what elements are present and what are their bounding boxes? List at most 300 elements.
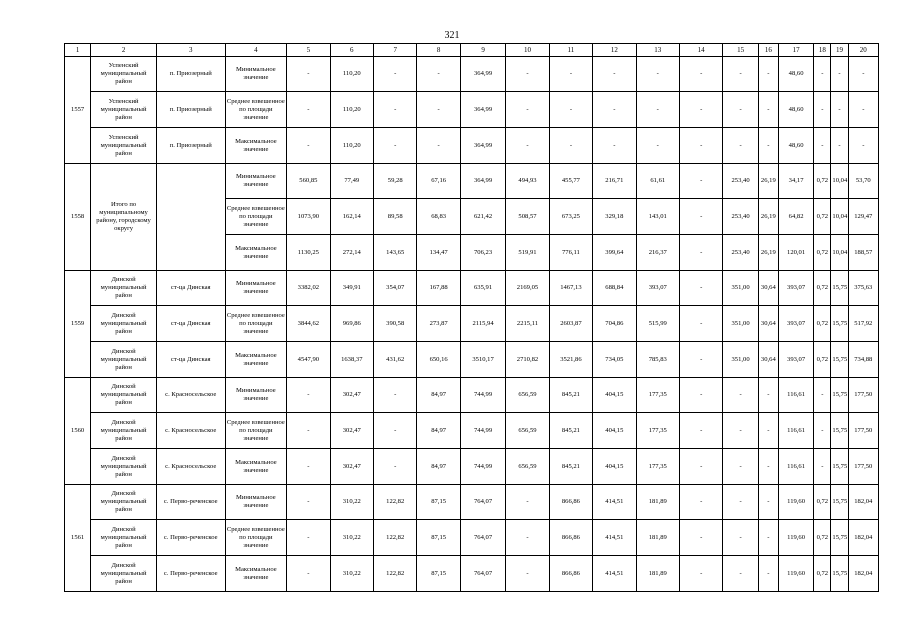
value-cell: 3521,86 [549, 342, 592, 378]
value-cell: 364,99 [460, 57, 505, 92]
value-cell: - [831, 92, 848, 128]
value-cell: 0,72 [814, 164, 831, 199]
value-cell: 635,91 [460, 271, 505, 306]
value-cell: 177,35 [636, 449, 679, 485]
value-cell: 15,75 [831, 449, 848, 485]
value-cell: 2710,82 [506, 342, 549, 378]
value-cell: 67,16 [417, 164, 460, 199]
value-cell: 650,16 [417, 342, 460, 378]
value-cell: - [679, 92, 722, 128]
data-table [64, 43, 879, 592]
column-header: 11 [549, 44, 592, 57]
value-cell: 764,07 [460, 485, 505, 520]
value-cell: 0,72 [814, 235, 831, 271]
value-cell: 253,40 [723, 164, 758, 199]
value-cell: 354,07 [374, 271, 417, 306]
row-id: 1561 [65, 485, 91, 592]
value-cell: - [814, 413, 831, 449]
header-row [65, 44, 879, 57]
value-cell: - [831, 128, 848, 164]
value-cell: 84,97 [417, 413, 460, 449]
value-cell: - [814, 92, 831, 128]
district-cell: Динской муниципальный район [91, 342, 157, 378]
value-cell: 4547,90 [287, 342, 330, 378]
value-cell: - [831, 57, 848, 92]
value-cell: - [593, 128, 636, 164]
value-cell: 329,18 [593, 199, 636, 235]
value-cell: - [506, 128, 549, 164]
value-cell: - [679, 378, 722, 413]
value-cell: 122,82 [374, 485, 417, 520]
value-cell: - [374, 449, 417, 485]
table-row [65, 342, 879, 378]
table-row [65, 520, 879, 556]
value-cell: 393,07 [778, 271, 813, 306]
value-cell: 216,37 [636, 235, 679, 271]
value-cell: - [679, 556, 722, 592]
district-cell: Динской муниципальный район [91, 449, 157, 485]
value-cell: 182,04 [848, 556, 878, 592]
value-cell: 53,70 [848, 164, 878, 199]
locality-cell: п. Приозерный [156, 128, 225, 164]
column-header: 2 [91, 44, 157, 57]
locality-cell: с. Красносельское [156, 413, 225, 449]
indicator-cell: Среднее взвешенное по площади значение [225, 520, 287, 556]
value-cell: 364,99 [460, 164, 505, 199]
value-cell: 706,23 [460, 235, 505, 271]
value-cell: 110,20 [330, 92, 373, 128]
district-cell: Успенский муниципальный район [91, 128, 157, 164]
value-cell: 26,19 [758, 199, 778, 235]
value-cell: 10,04 [831, 199, 848, 235]
value-cell: 122,82 [374, 556, 417, 592]
table-row [65, 485, 879, 520]
indicator-cell: Минимальное значение [225, 485, 287, 520]
locality-cell: ст-ца Динская [156, 271, 225, 306]
value-cell: 688,84 [593, 271, 636, 306]
district-cell: Итого по муниципальному району, городскому округу [91, 164, 157, 271]
district-cell: Динской муниципальный район [91, 413, 157, 449]
table-row [65, 556, 879, 592]
value-cell: - [549, 92, 592, 128]
value-cell: 48,60 [778, 92, 813, 128]
value-cell: - [417, 57, 460, 92]
value-cell: 0,72 [814, 342, 831, 378]
value-cell: 517,92 [848, 306, 878, 342]
value-cell: - [374, 413, 417, 449]
value-cell: 253,40 [723, 199, 758, 235]
indicator-cell: Максимальное значение [225, 128, 287, 164]
value-cell: 143,65 [374, 235, 417, 271]
table-row [65, 306, 879, 342]
value-cell: 351,00 [723, 342, 758, 378]
column-header: 7 [374, 44, 417, 57]
value-cell: - [758, 378, 778, 413]
value-cell: 1073,90 [287, 199, 330, 235]
value-cell: 177,35 [636, 413, 679, 449]
value-cell: 34,17 [778, 164, 813, 199]
indicator-cell: Среднее взвешенное по площади значение [225, 199, 287, 235]
district-cell: Динской муниципальный район [91, 556, 157, 592]
value-cell: 364,99 [460, 128, 505, 164]
value-cell: 162,14 [330, 199, 373, 235]
value-cell: - [723, 57, 758, 92]
column-header: 4 [225, 44, 287, 57]
row-id: 1559 [65, 271, 91, 378]
locality-cell: с. Перво-реченское [156, 520, 225, 556]
indicator-cell: Минимальное значение [225, 271, 287, 306]
value-cell: 188,57 [848, 235, 878, 271]
value-cell: - [287, 92, 330, 128]
value-cell: 143,01 [636, 199, 679, 235]
value-cell: - [679, 413, 722, 449]
value-cell: - [723, 128, 758, 164]
value-cell: - [593, 92, 636, 128]
column-header: 14 [679, 44, 722, 57]
row-id: 1558 [65, 164, 91, 271]
value-cell: 764,07 [460, 520, 505, 556]
value-cell: 455,77 [549, 164, 592, 199]
table-row [65, 92, 879, 128]
value-cell: 785,83 [636, 342, 679, 378]
indicator-cell: Минимальное значение [225, 164, 287, 199]
value-cell: - [287, 413, 330, 449]
value-cell: 84,97 [417, 378, 460, 413]
value-cell: 30,64 [758, 271, 778, 306]
column-header: 15 [723, 44, 758, 57]
district-cell: Успенский муниципальный район [91, 92, 157, 128]
value-cell: - [287, 378, 330, 413]
value-cell: - [593, 57, 636, 92]
value-cell: 866,86 [549, 520, 592, 556]
value-cell: 59,28 [374, 164, 417, 199]
district-cell: Динской муниципальный район [91, 520, 157, 556]
table-row [65, 378, 879, 413]
value-cell: - [417, 92, 460, 128]
value-cell: - [679, 485, 722, 520]
value-cell: 10,04 [831, 235, 848, 271]
value-cell: 656,59 [506, 413, 549, 449]
value-cell: 656,59 [506, 378, 549, 413]
value-cell: 404,15 [593, 449, 636, 485]
value-cell: 26,19 [758, 164, 778, 199]
value-cell: 87,15 [417, 485, 460, 520]
value-cell: 15,75 [831, 306, 848, 342]
value-cell: 302,47 [330, 449, 373, 485]
value-cell: 734,88 [848, 342, 878, 378]
value-cell: - [723, 485, 758, 520]
value-cell: 216,71 [593, 164, 636, 199]
value-cell: 2169,05 [506, 271, 549, 306]
value-cell: 515,99 [636, 306, 679, 342]
value-cell: 2215,11 [506, 306, 549, 342]
value-cell: - [549, 57, 592, 92]
value-cell: 349,91 [330, 271, 373, 306]
column-header: 12 [593, 44, 636, 57]
value-cell: 15,75 [831, 342, 848, 378]
value-cell: - [679, 520, 722, 556]
value-cell: 1130,25 [287, 235, 330, 271]
row-id: 1557 [65, 57, 91, 164]
indicator-cell: Максимальное значение [225, 556, 287, 592]
indicator-cell: Минимальное значение [225, 378, 287, 413]
table-row [65, 413, 879, 449]
column-header: 10 [506, 44, 549, 57]
indicator-cell: Минимальное значение [225, 57, 287, 92]
value-cell: - [679, 449, 722, 485]
value-cell: 399,64 [593, 235, 636, 271]
value-cell: - [758, 485, 778, 520]
value-cell: - [814, 128, 831, 164]
district-cell: Динской муниципальный район [91, 306, 157, 342]
value-cell: 3382,02 [287, 271, 330, 306]
column-header: 8 [417, 44, 460, 57]
value-cell: - [723, 413, 758, 449]
value-cell: 15,75 [831, 520, 848, 556]
value-cell: 414,51 [593, 556, 636, 592]
value-cell: - [287, 449, 330, 485]
value-cell: 3844,62 [287, 306, 330, 342]
indicator-cell: Максимальное значение [225, 449, 287, 485]
value-cell: - [636, 92, 679, 128]
value-cell: 845,21 [549, 449, 592, 485]
value-cell: 119,60 [778, 556, 813, 592]
value-cell: 393,07 [778, 342, 813, 378]
value-cell: - [758, 57, 778, 92]
value-cell: 116,61 [778, 378, 813, 413]
value-cell: - [374, 57, 417, 92]
value-cell: 177,35 [636, 378, 679, 413]
value-cell: - [506, 520, 549, 556]
value-cell: 48,60 [778, 57, 813, 92]
value-cell: 845,21 [549, 378, 592, 413]
table-row [65, 449, 879, 485]
value-cell: 122,82 [374, 520, 417, 556]
value-cell: 404,15 [593, 413, 636, 449]
value-cell: 431,62 [374, 342, 417, 378]
value-cell: - [287, 57, 330, 92]
column-header: 9 [460, 44, 505, 57]
value-cell: 673,25 [549, 199, 592, 235]
value-cell: - [679, 342, 722, 378]
value-cell: 621,42 [460, 199, 505, 235]
page-number: 321 [444, 30, 460, 41]
column-header: 6 [330, 44, 373, 57]
table-row [65, 164, 879, 199]
value-cell: 87,15 [417, 520, 460, 556]
value-cell: 969,86 [330, 306, 373, 342]
value-cell: 134,47 [417, 235, 460, 271]
value-cell: 744,99 [460, 449, 505, 485]
value-cell: - [758, 520, 778, 556]
value-cell: - [287, 556, 330, 592]
value-cell: - [723, 449, 758, 485]
value-cell: 519,91 [506, 235, 549, 271]
value-cell: 129,47 [848, 199, 878, 235]
value-cell: 48,60 [778, 128, 813, 164]
value-cell: 845,21 [549, 413, 592, 449]
value-cell: 177,50 [848, 449, 878, 485]
value-cell: 110,20 [330, 128, 373, 164]
value-cell: 2603,87 [549, 306, 592, 342]
value-cell: - [758, 128, 778, 164]
value-cell: 116,61 [778, 413, 813, 449]
table-row [65, 128, 879, 164]
value-cell: - [848, 92, 878, 128]
value-cell: - [506, 92, 549, 128]
value-cell: 414,51 [593, 485, 636, 520]
value-cell: 182,04 [848, 520, 878, 556]
column-header: 1 [65, 44, 91, 57]
value-cell: - [679, 306, 722, 342]
value-cell: - [723, 92, 758, 128]
row-id: 1560 [65, 378, 91, 485]
value-cell: 0,72 [814, 199, 831, 235]
value-cell: 177,50 [848, 413, 878, 449]
value-cell: - [506, 556, 549, 592]
value-cell: 744,99 [460, 378, 505, 413]
value-cell: 390,58 [374, 306, 417, 342]
value-cell: - [848, 57, 878, 92]
locality-cell: ст-ца Динская [156, 306, 225, 342]
district-cell: Успенский муниципальный район [91, 57, 157, 92]
value-cell: - [814, 378, 831, 413]
value-cell: 177,50 [848, 378, 878, 413]
value-cell: - [679, 235, 722, 271]
value-cell: 310,22 [330, 520, 373, 556]
value-cell: 3510,17 [460, 342, 505, 378]
value-cell: 866,86 [549, 556, 592, 592]
value-cell: 15,75 [831, 378, 848, 413]
value-cell: - [814, 57, 831, 92]
value-cell: - [417, 128, 460, 164]
district-cell: Динской муниципальный район [91, 271, 157, 306]
value-cell: - [549, 128, 592, 164]
locality-cell: с. Перво-реченское [156, 485, 225, 520]
value-cell: - [636, 57, 679, 92]
value-cell: 734,05 [593, 342, 636, 378]
value-cell: - [506, 485, 549, 520]
value-cell: 1467,13 [549, 271, 592, 306]
value-cell: 89,58 [374, 199, 417, 235]
value-cell: 560,85 [287, 164, 330, 199]
value-cell: 508,57 [506, 199, 549, 235]
value-cell: - [679, 57, 722, 92]
value-cell: 119,60 [778, 520, 813, 556]
value-cell: 119,60 [778, 485, 813, 520]
value-cell: 656,59 [506, 449, 549, 485]
table-row [65, 57, 879, 92]
value-cell: 351,00 [723, 306, 758, 342]
locality-cell [156, 164, 225, 271]
value-cell: 0,72 [814, 271, 831, 306]
value-cell: 302,47 [330, 413, 373, 449]
value-cell: - [636, 128, 679, 164]
value-cell: 61,61 [636, 164, 679, 199]
value-cell: - [723, 378, 758, 413]
value-cell: 2115,94 [460, 306, 505, 342]
locality-cell: ст-ца Динская [156, 342, 225, 378]
value-cell: 30,64 [758, 342, 778, 378]
value-cell: 0,72 [814, 520, 831, 556]
value-cell: 364,99 [460, 92, 505, 128]
value-cell: 866,86 [549, 485, 592, 520]
value-cell: 494,93 [506, 164, 549, 199]
value-cell: - [758, 556, 778, 592]
value-cell: 393,07 [636, 271, 679, 306]
value-cell: - [287, 520, 330, 556]
value-cell: 404,15 [593, 378, 636, 413]
locality-cell: с. Красносельское [156, 378, 225, 413]
value-cell: 272,14 [330, 235, 373, 271]
value-cell: 15,75 [831, 556, 848, 592]
value-cell: 64,82 [778, 199, 813, 235]
value-cell: 182,04 [848, 485, 878, 520]
column-header: 13 [636, 44, 679, 57]
value-cell: 414,51 [593, 520, 636, 556]
value-cell: 1638,37 [330, 342, 373, 378]
value-cell: - [374, 378, 417, 413]
value-cell: 116,61 [778, 449, 813, 485]
column-header: 5 [287, 44, 330, 57]
value-cell: 30,64 [758, 306, 778, 342]
value-cell: 310,22 [330, 485, 373, 520]
indicator-cell: Среднее взвешенное по площади значение [225, 92, 287, 128]
value-cell: 310,22 [330, 556, 373, 592]
value-cell: 744,99 [460, 413, 505, 449]
indicator-cell: Среднее взвешенное по площади значение [225, 413, 287, 449]
value-cell: 764,07 [460, 556, 505, 592]
value-cell: 10,04 [831, 164, 848, 199]
value-cell: 181,89 [636, 485, 679, 520]
value-cell: - [287, 128, 330, 164]
value-cell: 375,63 [848, 271, 878, 306]
value-cell: - [723, 556, 758, 592]
value-cell: 253,40 [723, 235, 758, 271]
value-cell: 167,88 [417, 271, 460, 306]
value-cell: 77,49 [330, 164, 373, 199]
value-cell: 15,75 [831, 485, 848, 520]
value-cell: 110,20 [330, 57, 373, 92]
value-cell: 26,19 [758, 235, 778, 271]
value-cell: - [758, 449, 778, 485]
value-cell: - [374, 92, 417, 128]
value-cell: 704,86 [593, 306, 636, 342]
value-cell: 15,75 [831, 413, 848, 449]
value-cell: - [374, 128, 417, 164]
value-cell: - [758, 92, 778, 128]
column-header: 19 [831, 44, 848, 57]
value-cell: 273,87 [417, 306, 460, 342]
value-cell: 0,72 [814, 306, 831, 342]
value-cell: 181,89 [636, 520, 679, 556]
value-cell: 87,15 [417, 556, 460, 592]
value-cell: - [679, 199, 722, 235]
district-cell: Динской муниципальный район [91, 378, 157, 413]
locality-cell: с. Перво-реченское [156, 556, 225, 592]
district-cell: Динской муниципальный район [91, 485, 157, 520]
value-cell: 15,75 [831, 271, 848, 306]
value-cell: - [679, 271, 722, 306]
value-cell: 351,00 [723, 271, 758, 306]
table-row [65, 271, 879, 306]
value-cell: 0,72 [814, 556, 831, 592]
value-cell: 181,89 [636, 556, 679, 592]
locality-cell: п. Приозерный [156, 92, 225, 128]
column-header: 17 [778, 44, 813, 57]
value-cell: - [723, 520, 758, 556]
locality-cell: п. Приозерный [156, 57, 225, 92]
